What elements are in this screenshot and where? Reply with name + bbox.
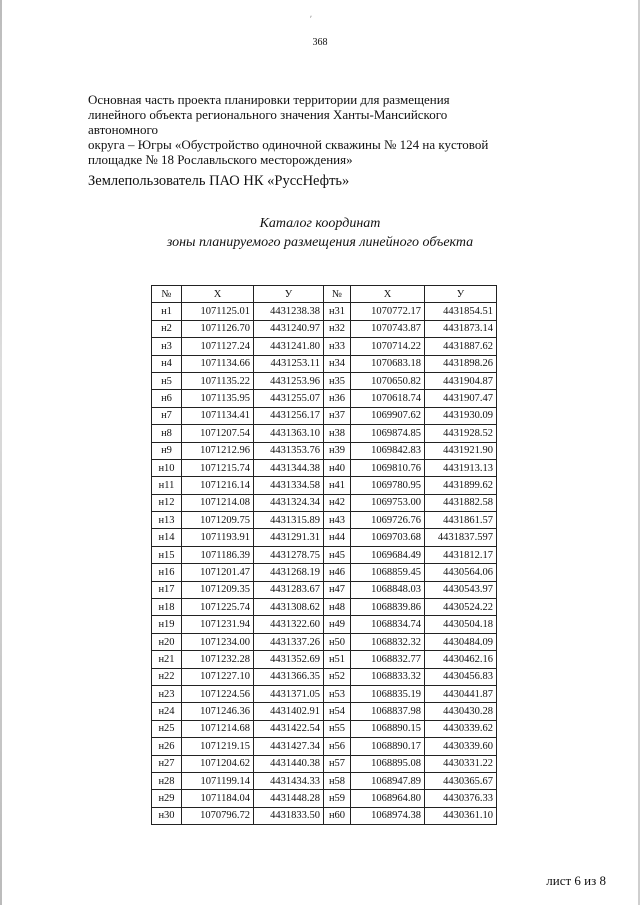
x-coordinate-cell: 1071246.36 [182,703,254,720]
x-coordinate-cell: 1071232.28 [182,651,254,668]
y-coordinate-cell: 4431363.10 [254,425,324,442]
table-row [152,546,497,563]
y-coordinate-cell: 4431422.54 [254,720,324,737]
x-coordinate-cell: 1070683.18 [351,355,425,372]
table-row [152,355,497,372]
x-coordinate-cell: 1068833.32 [351,668,425,685]
point-id-cell: н13 [152,512,182,529]
x-coordinate-cell: 1070743.87 [351,320,425,337]
x-coordinate-cell: 1068890.15 [351,720,425,737]
header-line: площадке № 18 Рославльского месторождения» [88,152,353,167]
point-id-cell: н46 [324,564,351,581]
point-id-cell: н59 [324,790,351,807]
y-coordinate-cell: 4430564.06 [425,564,497,581]
land-user: Землепользователь ПАО НК «РуссНефть» [88,173,350,189]
y-coordinate-cell: 4430504.18 [425,616,497,633]
point-id-cell: н49 [324,616,351,633]
y-coordinate-cell: 4431887.62 [425,338,497,355]
x-coordinate-cell: 1069874.85 [351,425,425,442]
x-coordinate-cell: 1071186.39 [182,546,254,563]
point-id-cell: н42 [324,494,351,511]
column-header: X [351,286,425,303]
table-row [152,407,497,424]
y-coordinate-cell: 4430361.10 [425,807,497,824]
table-row [152,720,497,737]
table-row [152,442,497,459]
point-id-cell: н9 [152,442,182,459]
table-row [152,320,497,337]
x-coordinate-cell: 1071224.56 [182,685,254,702]
point-id-cell: н21 [152,651,182,668]
y-coordinate-cell: 4430365.67 [425,772,497,789]
y-coordinate-cell: 4431255.07 [254,390,324,407]
scan-mark: ʹ [310,14,312,24]
y-coordinate-cell: 4430430.28 [425,703,497,720]
point-id-cell: н19 [152,616,182,633]
y-coordinate-cell: 4431344.38 [254,459,324,476]
point-id-cell: н8 [152,425,182,442]
column-header: № [324,286,351,303]
x-coordinate-cell: 1068890.17 [351,738,425,755]
table-row [152,807,497,824]
y-coordinate-cell: 4431930.09 [425,407,497,424]
x-coordinate-cell: 1071214.08 [182,494,254,511]
table-row [152,338,497,355]
x-coordinate-cell: 1069753.00 [351,494,425,511]
point-id-cell: н41 [324,477,351,494]
table-row [152,668,497,685]
point-id-cell: н37 [324,407,351,424]
y-coordinate-cell: 4431434.33 [254,772,324,789]
point-id-cell: н27 [152,755,182,772]
point-id-cell: н29 [152,790,182,807]
point-id-cell: н56 [324,738,351,755]
point-id-cell: н28 [152,772,182,789]
point-id-cell: н23 [152,685,182,702]
y-coordinate-cell: 4430484.09 [425,633,497,650]
x-coordinate-cell: 1068839.86 [351,599,425,616]
x-coordinate-cell: 1069810.76 [351,459,425,476]
point-id-cell: н30 [152,807,182,824]
point-id-cell: н48 [324,599,351,616]
y-coordinate-cell: 4430376.33 [425,790,497,807]
x-coordinate-cell: 1068832.32 [351,633,425,650]
table-row [152,477,497,494]
x-coordinate-cell: 1071207.54 [182,425,254,442]
y-coordinate-cell: 4430441.87 [425,685,497,702]
table-row [152,564,497,581]
x-coordinate-cell: 1071234.00 [182,633,254,650]
point-id-cell: н1 [152,303,182,320]
x-coordinate-cell: 1068964.80 [351,790,425,807]
sheet-label: лист 6 из 8 [546,873,606,888]
table-row [152,494,497,511]
y-coordinate-cell: 4431353.76 [254,442,324,459]
point-id-cell: н3 [152,338,182,355]
point-id-cell: н16 [152,564,182,581]
point-id-cell: н5 [152,372,182,389]
y-coordinate-cell: 4431291.31 [254,529,324,546]
point-id-cell: н53 [324,685,351,702]
point-id-cell: н43 [324,512,351,529]
x-coordinate-cell: 1069780.95 [351,477,425,494]
y-coordinate-cell: 4430543.97 [425,581,497,598]
point-id-cell: н18 [152,599,182,616]
x-coordinate-cell: 1071184.04 [182,790,254,807]
table-header-row [152,286,497,303]
point-id-cell: н38 [324,425,351,442]
x-coordinate-cell: 1071216.14 [182,477,254,494]
page-left-edge [0,0,2,905]
point-id-cell: н34 [324,355,351,372]
x-coordinate-cell: 1068835.19 [351,685,425,702]
y-coordinate-cell: 4431253.11 [254,355,324,372]
y-coordinate-cell: 4431337.26 [254,633,324,650]
y-coordinate-cell: 4431921.90 [425,442,497,459]
table-row [152,599,497,616]
y-coordinate-cell: 4431278.75 [254,546,324,563]
x-coordinate-cell: 1071209.75 [182,512,254,529]
table-row [152,581,497,598]
y-coordinate-cell: 4431402.91 [254,703,324,720]
point-id-cell: н4 [152,355,182,372]
point-id-cell: н31 [324,303,351,320]
table-row [152,755,497,772]
x-coordinate-cell: 1068895.08 [351,755,425,772]
header-line: линейного объекта регионального значения Ханты-Мансийского [88,107,448,122]
point-id-cell: н25 [152,720,182,737]
x-coordinate-cell: 1068834.74 [351,616,425,633]
y-coordinate-cell: 4430331.22 [425,755,497,772]
y-coordinate-cell: 4431324.34 [254,494,324,511]
y-coordinate-cell: 4431427.34 [254,738,324,755]
point-id-cell: н58 [324,772,351,789]
y-coordinate-cell: 4430339.62 [425,720,497,737]
y-coordinate-cell: 4431882.58 [425,494,497,511]
x-coordinate-cell: 1071199.14 [182,772,254,789]
y-coordinate-cell: 4431837.597 [425,529,497,546]
y-coordinate-cell: 4431308.62 [254,599,324,616]
y-coordinate-cell: 4431322.60 [254,616,324,633]
point-id-cell: н51 [324,651,351,668]
table-row [152,685,497,702]
point-id-cell: н39 [324,442,351,459]
y-coordinate-cell: 4430456.83 [425,668,497,685]
y-coordinate-cell: 4431334.58 [254,477,324,494]
y-coordinate-cell: 4431352.69 [254,651,324,668]
x-coordinate-cell: 1068974.38 [351,807,425,824]
x-coordinate-cell: 1070796.72 [182,807,254,824]
y-coordinate-cell: 4431904.87 [425,372,497,389]
point-id-cell: н33 [324,338,351,355]
y-coordinate-cell: 4431899.62 [425,477,497,494]
x-coordinate-cell: 1071125.01 [182,303,254,320]
x-coordinate-cell: 1071134.66 [182,355,254,372]
point-id-cell: н57 [324,755,351,772]
catalog-title: Каталог координат [259,216,381,231]
y-coordinate-cell: 4431812.17 [425,546,497,563]
x-coordinate-cell: 1069703.68 [351,529,425,546]
point-id-cell: н47 [324,581,351,598]
x-coordinate-cell: 1069684.49 [351,546,425,563]
y-coordinate-cell: 4430524.22 [425,599,497,616]
x-coordinate-cell: 1071209.35 [182,581,254,598]
x-coordinate-cell: 1069907.62 [351,407,425,424]
x-coordinate-cell: 1071214.68 [182,720,254,737]
y-coordinate-cell: 4431283.67 [254,581,324,598]
table-row [152,512,497,529]
x-coordinate-cell: 1071231.94 [182,616,254,633]
table-row [152,772,497,789]
point-id-cell: н24 [152,703,182,720]
x-coordinate-cell: 1068832.77 [351,651,425,668]
y-coordinate-cell: 4431448.28 [254,790,324,807]
table-row [152,303,497,320]
table-row [152,372,497,389]
y-coordinate-cell: 4431861.57 [425,512,497,529]
point-id-cell: н36 [324,390,351,407]
x-coordinate-cell: 1069842.83 [351,442,425,459]
header-line: автономного [88,122,158,137]
point-id-cell: н60 [324,807,351,824]
point-id-cell: н26 [152,738,182,755]
x-coordinate-cell: 1071227.10 [182,668,254,685]
x-coordinate-cell: 1071134.41 [182,407,254,424]
x-coordinate-cell: 1069726.76 [351,512,425,529]
point-id-cell: н32 [324,320,351,337]
point-id-cell: н14 [152,529,182,546]
y-coordinate-cell: 4431854.51 [425,303,497,320]
x-coordinate-cell: 1070772.17 [351,303,425,320]
y-coordinate-cell: 4431371.05 [254,685,324,702]
y-coordinate-cell: 4431315.89 [254,512,324,529]
x-coordinate-cell: 1068837.98 [351,703,425,720]
x-coordinate-cell: 1071219.15 [182,738,254,755]
table-row [152,651,497,668]
x-coordinate-cell: 1071135.22 [182,372,254,389]
column-header: X [182,286,254,303]
x-coordinate-cell: 1070618.74 [351,390,425,407]
point-id-cell: н15 [152,546,182,563]
y-coordinate-cell: 4431253.96 [254,372,324,389]
table-row [152,459,497,476]
header-line: округа – Югры «Обустройство одиночной скважины № 124 на кустовой [88,137,489,152]
coordinates-table [151,285,497,825]
point-id-cell: н2 [152,320,182,337]
x-coordinate-cell: 1068859.45 [351,564,425,581]
y-coordinate-cell: 4431440.38 [254,755,324,772]
x-coordinate-cell: 1071127.24 [182,338,254,355]
point-id-cell: н40 [324,459,351,476]
point-id-cell: н55 [324,720,351,737]
header-line: Основная часть проекта планировки территории для размещения [88,92,450,107]
point-id-cell: н22 [152,668,182,685]
y-coordinate-cell: 4431366.35 [254,668,324,685]
x-coordinate-cell: 1071204.62 [182,755,254,772]
column-header: № [152,286,182,303]
point-id-cell: н7 [152,407,182,424]
table-row [152,790,497,807]
y-coordinate-cell: 4431907.47 [425,390,497,407]
y-coordinate-cell: 4431913.13 [425,459,497,476]
column-header: У [254,286,324,303]
point-id-cell: н52 [324,668,351,685]
page-number: 368 [312,37,328,48]
table-row [152,633,497,650]
point-id-cell: н50 [324,633,351,650]
y-coordinate-cell: 4431238.38 [254,303,324,320]
point-id-cell: н10 [152,459,182,476]
x-coordinate-cell: 1071225.74 [182,599,254,616]
table-body [152,303,497,825]
table-row [152,703,497,720]
table-row [152,425,497,442]
x-coordinate-cell: 1071193.91 [182,529,254,546]
point-id-cell: н11 [152,477,182,494]
x-coordinate-cell: 1068848.03 [351,581,425,598]
point-id-cell: н45 [324,546,351,563]
table-row [152,738,497,755]
x-coordinate-cell: 1070714.22 [351,338,425,355]
x-coordinate-cell: 1071126.70 [182,320,254,337]
y-coordinate-cell: 4431256.17 [254,407,324,424]
x-coordinate-cell: 1071135.95 [182,390,254,407]
x-coordinate-cell: 1068947.89 [351,772,425,789]
x-coordinate-cell: 1071215.74 [182,459,254,476]
point-id-cell: н35 [324,372,351,389]
y-coordinate-cell: 4430462.16 [425,651,497,668]
table-row [152,529,497,546]
point-id-cell: н12 [152,494,182,511]
x-coordinate-cell: 1070650.82 [351,372,425,389]
point-id-cell: н20 [152,633,182,650]
y-coordinate-cell: 4431873.14 [425,320,497,337]
point-id-cell: н17 [152,581,182,598]
point-id-cell: н44 [324,529,351,546]
document-header [88,92,538,167]
y-coordinate-cell: 4431898.26 [425,355,497,372]
y-coordinate-cell: 4431268.19 [254,564,324,581]
y-coordinate-cell: 4431241.80 [254,338,324,355]
x-coordinate-cell: 1071212.96 [182,442,254,459]
point-id-cell: н54 [324,703,351,720]
y-coordinate-cell: 4431240.97 [254,320,324,337]
catalog-subtitle: зоны планируемого размещения линейного объекта [166,235,474,250]
x-coordinate-cell: 1071201.47 [182,564,254,581]
table-row [152,390,497,407]
y-coordinate-cell: 4431833.50 [254,807,324,824]
table-row [152,616,497,633]
column-header: У [425,286,497,303]
point-id-cell: н6 [152,390,182,407]
y-coordinate-cell: 4431928.52 [425,425,497,442]
y-coordinate-cell: 4430339.60 [425,738,497,755]
